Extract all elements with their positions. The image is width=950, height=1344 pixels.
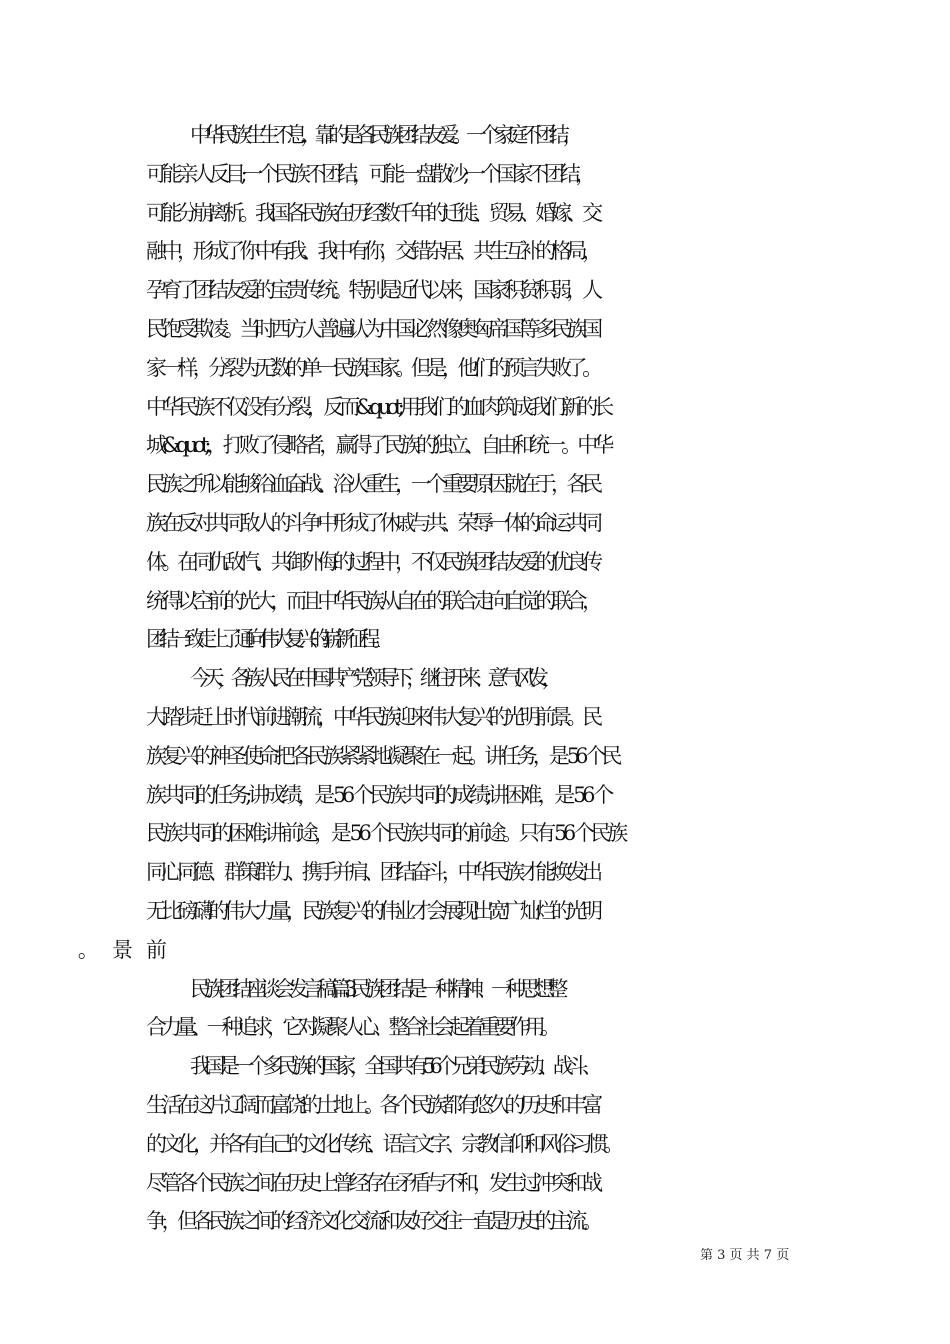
text-line: 中华民族不仅没有分裂，反而&quot;用我们的血肉筑成我们新的长 (146, 394, 610, 419)
text-line: 我国是一个多民族的国家，全国共有 56 个兄弟民族劳动、战斗、 (190, 1054, 597, 1079)
paragraph-4 (0, 1047, 950, 1241)
text-line: 同心同德、群策群力、携手并肩、团结奋斗，中华民族才能焕发出 (146, 860, 598, 885)
text-line: 生活在这片辽阔而富饶的土地上。各个民族都有悠久的历史和丰富 (146, 1092, 598, 1117)
text-line: 民族团结座谈会发言稿篇 3 民族团结是一种精神、一种思想整 (190, 976, 562, 1001)
text-line: 城&quot;，打败了侵略者，赢得了民族的独立、自由和统一。中华 (146, 433, 610, 458)
text-line: 合力量、一种追求，它对凝聚人心、整合社会起着重要作用。 (146, 1015, 556, 1040)
text-line: 家一样，分裂为无数的单一民族国家。但是，他们的预言失败了。 (146, 355, 598, 380)
text-line: 族复兴的神圣使命把各民族紧紧地凝聚在一起。讲任务，是 56 个民 (146, 743, 618, 768)
text-line: 族共同的任务;讲成绩，是 56 个民族共同的成绩;讲困难，是 56 个 (146, 782, 610, 807)
text-line: 团结一致走上了通向伟大复兴的崭新征程。 (146, 627, 385, 652)
text-line: 民族共同的困难;讲前途，是 56 个民族共同的前途。只有 56 个民族 (146, 821, 624, 846)
text-line: 的文化，并各有自己的文化传统、语言文字、宗教信仰和风俗习惯。 (146, 1131, 619, 1156)
text-line: 中华民族生生不息，靠的是各民族团结友爱。一个家庭不团结， (190, 123, 577, 147)
paragraph-1 (0, 116, 950, 659)
text-line: 统得以空前的光大，而且中华民族从自在的联合走向自觉的联合， (146, 588, 598, 613)
paragraph-2 (0, 659, 950, 969)
text-line (146, 931, 950, 970)
text-line: 孕育了团结友爱的宝贵传统。特别是近代以来，国家积贫积弱，人 (146, 278, 598, 303)
text-line: 民族之所以能够浴血奋战、浴火重生，一个重要原因就在于，各民 (146, 472, 598, 497)
text-line: 今天，各族人民在中国共产党领导下，继往开来、意气风发， (190, 666, 556, 691)
text-line: 争，但各民族之间的经济文化交流和友好交往一直是历史的主流。 (146, 1209, 598, 1234)
text-line: 尽管各个民族之间在历史上曾经存在矛盾与不和，发生过冲突和战 (146, 1170, 598, 1195)
text-line: 无比磅礴的伟大力量，民族复兴的伟业才会展现出宽广灿烂的光明 (146, 898, 598, 923)
text-line: 融中，形成了你中有我、我中有你，交错杂居、共生互补的格局， (146, 239, 598, 264)
text-line: 可能分崩离析。我国各民族在历经数千年的迁徙、贸易、婚嫁、交 (146, 200, 598, 225)
body-text (0, 116, 950, 1241)
text-line: 族在反对共同敌人的斗争中形成了休戚与共、荣辱一体的命运共同 (146, 510, 598, 535)
text-line: 体。在同仇敌忾、共御外侮的过程中，不仅民族团结友爱的优良传 (146, 549, 598, 574)
text-line: 民饱受欺凌。当时西方人普遍认为中国必然像奥匈帝国等多民族国 (146, 316, 598, 341)
text-line: 可能亲人反目;一个民族不团结，可能一盘散沙;一个国家不团结， (146, 161, 592, 186)
paragraph-3 (0, 970, 950, 1048)
page-number: 第 3 页 共 7 页 (700, 1248, 790, 1263)
text-line: 大踏步赶上时代前进潮流，中华民族迎来伟大复兴的光明前景。民 (146, 704, 598, 729)
